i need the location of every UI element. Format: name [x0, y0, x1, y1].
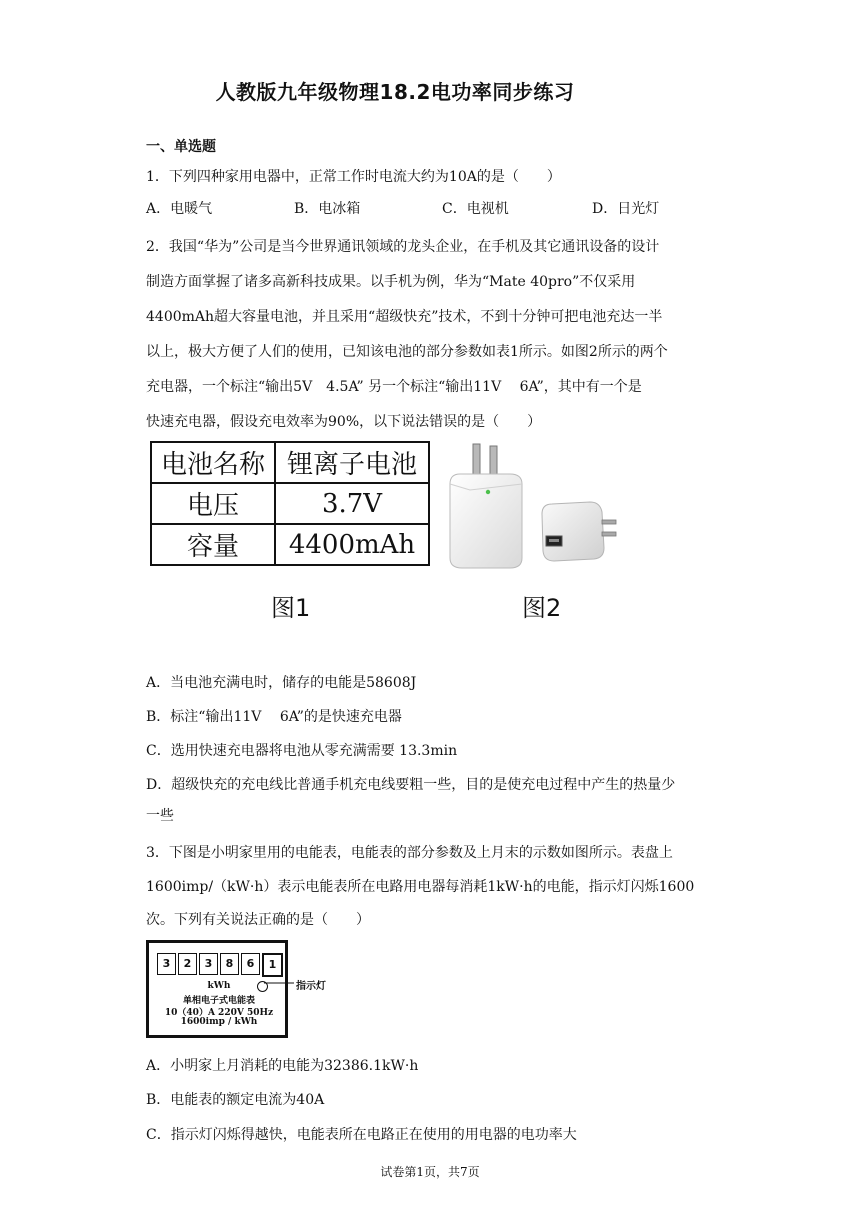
indicator-label: 指示灯	[296, 981, 326, 992]
q3-line-2: 1600imp/（kW·h）表示电能表所在电路用电器每消耗1kW·h的电能，指示灯闪烁1600	[146, 879, 695, 895]
q3-line-3: 次。下列有关说法正确的是（ ）	[146, 912, 370, 928]
q1-options	[146, 198, 746, 218]
q1-option-c[interactable]: C．电视机	[442, 201, 509, 217]
meter-digit: 3	[199, 953, 218, 975]
q2-option-c[interactable]: C．选用快速充电器将电池从零充满需要 13.3min	[146, 743, 458, 759]
q1-stem: 1．下列四种家用电器中，正常工作时电流大约为10A的是（ ）	[146, 169, 561, 185]
meter-digits	[157, 953, 285, 975]
q2-line-1: 2．我国“华为”公司是当今世界通讯领域的龙头企业，在手机及其它通讯设备的设计	[146, 239, 660, 255]
q2-option-d[interactable]: D．超级快充的充电线比普通手机充电线要粗一些，目的是使充电过程中产生的热量少	[146, 777, 676, 793]
table-cell: 容量	[151, 524, 275, 565]
table-cell: 电压	[151, 483, 275, 524]
q3-option-a[interactable]: A．小明家上月消耗的电能为32386.1kW·h	[146, 1058, 419, 1074]
q3-option-b[interactable]: B．电能表的额定电流为40A	[146, 1092, 325, 1108]
q1-option-b[interactable]: B．电冰箱	[294, 201, 361, 217]
table-cell: 锂离子电池	[275, 442, 429, 483]
q2-line-4: 以上，极大方便了人们的使用，已知该电池的部分参数如表1所示。如图2所示的两个	[146, 344, 668, 360]
figure-2-label: 图2	[522, 594, 562, 622]
q3-option-c[interactable]: C．指示灯闪烁得越快，电能表所在电路正在使用的用电器的电功率大	[146, 1127, 577, 1143]
meter-digit-decimal: 1	[262, 953, 283, 977]
q1-option-a[interactable]: A．电暖气	[146, 201, 213, 217]
meter-imp: 1600imp / kWh	[180, 1017, 258, 1027]
table-cell: 3.7V	[275, 483, 429, 524]
chargers-illustration	[440, 440, 630, 572]
q2-line-5: 充电器，一个标注“输出5V 4.5A” 另一个标注“输出11V 6A”，其中有一个是	[146, 379, 642, 395]
section-heading: 一、单选题	[146, 139, 216, 155]
table-row	[151, 524, 429, 565]
q1-option-d[interactable]: D．日光灯	[592, 201, 660, 217]
q2-line-6: 快速充电器，假设充电效率为90%，以下说法错误的是（ ）	[146, 414, 542, 430]
table-row	[151, 442, 429, 483]
page-footer: 试卷第1页，共7页	[380, 1165, 480, 1179]
indicator-pointer-line	[264, 976, 296, 990]
q3-line-1: 3．下图是小明家里用的电能表，电能表的部分参数及上月末的示数如图所示。表盘上	[146, 845, 673, 861]
page-title: 人教版九年级物理18.2电功率同步练习	[215, 80, 575, 104]
meter-digit: 8	[220, 953, 239, 975]
table-cell: 电池名称	[151, 442, 275, 483]
q2-option-d-continued: 一些	[146, 808, 174, 824]
table-cell: 4400mAh	[275, 524, 429, 565]
meter-unit: kWh	[207, 981, 231, 991]
q2-line-3: 4400mAh超大容量电池，并且采用“超级快充”技术，不到十分钟可把电池充达一半	[146, 309, 663, 325]
q2-option-b[interactable]: B．标注“输出11V 6A”的是快速充电器	[146, 709, 402, 725]
meter-name: 单相电子式电能表	[182, 996, 255, 1006]
meter-digit: 6	[241, 953, 260, 975]
meter-digit: 3	[157, 953, 176, 975]
q2-line-2: 制造方面掌握了诸多高新科技成果。以手机为例，华为“Mate 40pro”不仅采用	[146, 274, 636, 290]
figure-1-label: 图1	[271, 594, 311, 622]
meter-digit: 2	[178, 953, 197, 975]
battery-table	[150, 441, 430, 566]
table-row	[151, 483, 429, 524]
q2-option-a[interactable]: A．当电池充满电时，储存的电能是58608J	[146, 675, 417, 691]
meter-spec: 10（40）A 220V 50Hz	[164, 1008, 274, 1018]
